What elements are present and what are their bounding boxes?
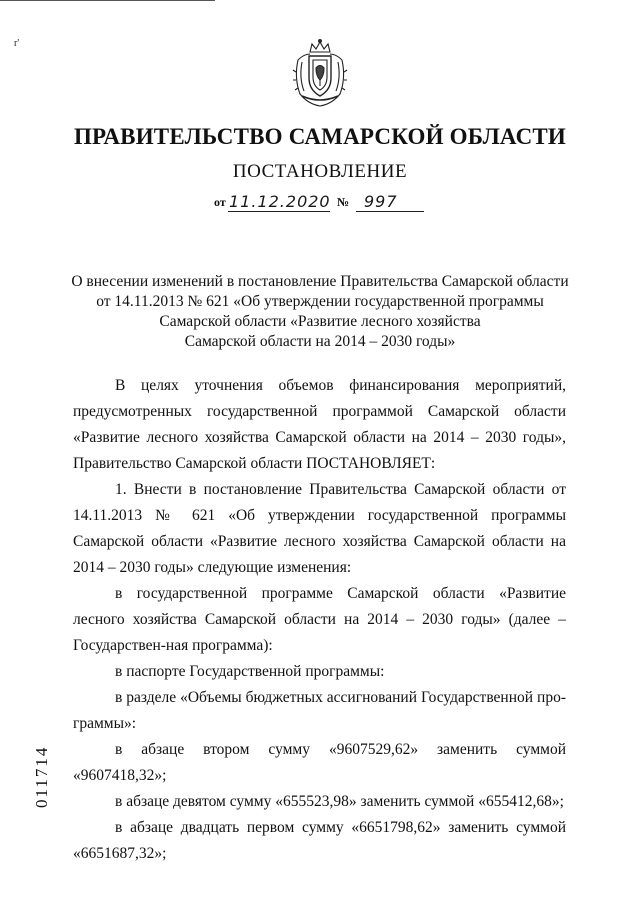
subject-line: Самарской области на 2014 – 2030 годы» (184, 333, 456, 350)
subject-line: О внесении изменений в постановление Правительства Самарской области (71, 273, 569, 290)
body-paragraph: В целях уточнения объемов финансирования мероприятий, предусмотренных государственной программой Самарской области «Развитие лесного хозяйства Самарской области на 2014 – 2030 годы», Правительство Самарской области ПОСТАНОВЛЯЕТ: (73, 377, 566, 472)
date-underline (228, 211, 330, 212)
document-body (73, 373, 566, 867)
coat-of-arms-emblem (284, 38, 356, 108)
top-scan-line (0, 0, 215, 1)
body-paragraph: в государственной программе Самарской области «Развитие лесного хозяйства Самарской области на 2014 – 2030 годы» (далее – Государствен-ная программа): (73, 585, 566, 654)
body-paragraph: в паспорте Государственной программы: (115, 663, 385, 680)
date-number-line (214, 190, 434, 214)
number-value: 997 (364, 192, 398, 211)
side-serial-number: 011714 (32, 745, 51, 808)
date-prefix: от (214, 195, 226, 209)
body-paragraph: в абзаце втором сумму «9607529,62» заменить суммой «9607418,32»; (73, 741, 566, 784)
number-prefix: № (337, 195, 350, 209)
body-paragraph: в абзаце девятом сумму «655523,98» заменить суммой «655412,68»; (115, 793, 564, 810)
body-paragraph: в разделе «Объемы бюджетных ассигнований Государственной про-граммы»: (73, 689, 566, 732)
margin-mark: r' (14, 38, 20, 49)
body-paragraph: 1. Внести в постановление Правительства Самарской области от 14.11.2013 № 621 «Об утверждении государственной программы Самарской области «Развитие лесного хозяйства Самарской области на 2014 – 2030 годы» следующие изменения: (73, 481, 566, 576)
number-underline (356, 211, 424, 212)
subject-line: Самарской области «Развитие лесного хозяйства (159, 313, 481, 330)
subject-line: от 14.11.2013 № 621 «Об утверждении государственной программы (96, 293, 544, 310)
organization-title: ПРАВИТЕЛЬСТВО САМАРСКОЙ ОБЛАСТИ (73, 124, 567, 149)
body-paragraph: в абзаце двадцать первом сумму «6651798,62» заменить суммой «6651687,32»; (73, 819, 566, 862)
date-value: 11.12.2020 (229, 192, 331, 211)
document-type: ПОСТАНОВЛЕНИЕ (232, 161, 408, 182)
subject-block (40, 272, 600, 352)
